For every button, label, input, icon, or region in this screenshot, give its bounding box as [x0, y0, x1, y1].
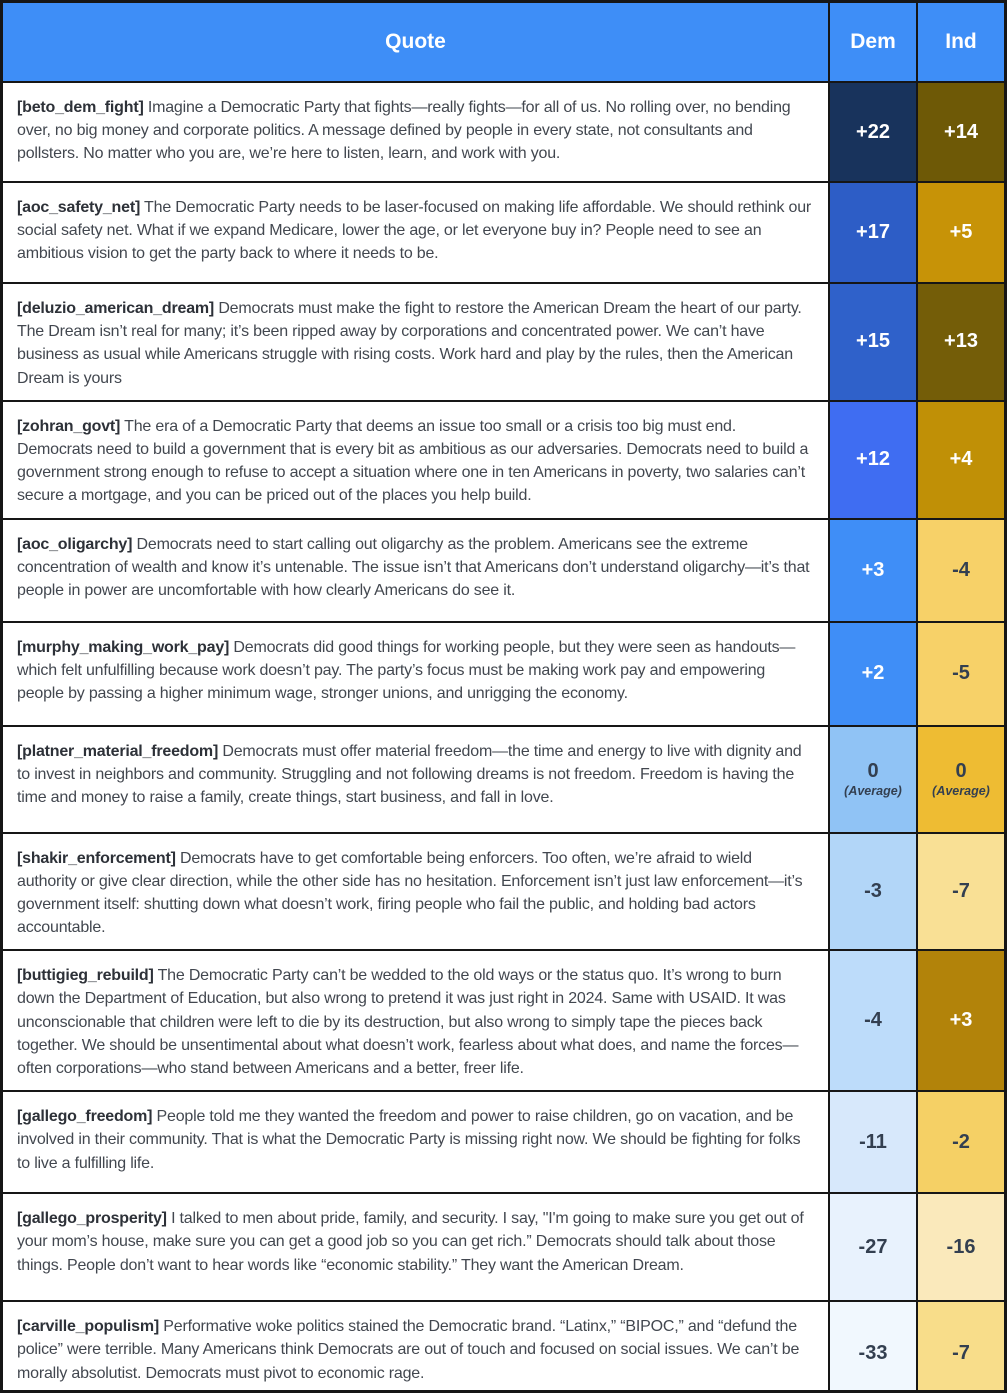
- quote-tag: [buttigieg_rebuild]: [17, 967, 154, 985]
- quote-tag: [shakir_enforcement]: [17, 849, 176, 867]
- ind-score-value: +13: [944, 330, 978, 353]
- quote-text: Performative woke politics stained the Democratic brand. “Latinx,” “BIPOC,” and “defund the police” were terrible. Many Americans think Democrats are out of touch and focused on social issues. We can’t be morally absolutist. Democrats must pivot to economic rage.: [17, 1318, 800, 1382]
- ind-score-value: -2: [952, 1130, 970, 1153]
- dem-score-value: -4: [864, 1009, 882, 1032]
- quote-text: The Democratic Party can’t be wedded to the old ways or the status quo. It’s wrong to burn down the Department of Education, but also wrong to pretend it was just right in 2024. Same with USAID. It was unconscionable that children were left to die by its destruction, but also wrong to simply tape the pieces back together. We should be unsentimental about what doesn’t work, fearless about what does, and name the forces—often corporations—who stand between Americans and a better, freer life.: [17, 967, 799, 1077]
- table-row-buttigieg-rebuild: [3, 949, 1004, 1090]
- quote-cell: [3, 951, 828, 1090]
- quote-tag: [gallego_freedom]: [17, 1108, 153, 1126]
- ind-score-value: 0: [955, 760, 967, 782]
- dem-score-value: -33: [858, 1342, 888, 1365]
- ind-average-label: (Average): [932, 784, 990, 798]
- ind-score-cell: [916, 834, 1004, 950]
- quote-cell: [3, 727, 828, 832]
- table-row-aoc-oligarchy: [3, 518, 1004, 621]
- ind-score-cell: [916, 284, 1004, 400]
- dem-score-cell: [828, 951, 916, 1090]
- quote-text: Democrats need to start calling out oligarchy as the problem. Americans see the extreme concentration of wealth and know it’s untenable. The issue isn’t that Americans don’t understand oligarchy—it’s that people in power are uncomfortable with how clearly Americans do see it.: [17, 535, 810, 599]
- dem-score-value: +2: [861, 662, 885, 684]
- dem-score-cell: [828, 83, 916, 181]
- quote-cell: [3, 284, 828, 400]
- header-ind: Ind: [916, 3, 1004, 81]
- ind-score-cell: [916, 1194, 1004, 1300]
- quote-cell: [3, 623, 828, 725]
- quote-text: The Democratic Party needs to be laser-focused on making life affordable. We should rethink our social safety net. What if we expand Medicare, lower the age, or let everyone buy in? People need to see an ambitious vision to get the party back to where it needs to be.: [17, 199, 812, 263]
- dem-score-value: 0: [867, 760, 879, 782]
- ind-score-cell: [916, 951, 1004, 1090]
- dem-score-value: -27: [858, 1235, 888, 1258]
- dem-average-label: (Average): [844, 784, 902, 798]
- quote-cell: [3, 520, 828, 621]
- table-row-gallego-prosperity: [3, 1192, 1004, 1300]
- dem-score-cell: [828, 1194, 916, 1300]
- table-row-aoc-safety-net: [3, 181, 1004, 282]
- dem-score-value: +15: [856, 330, 890, 353]
- quote-text: Democrats must offer material freedom—the time and energy to live with dignity and to invest in neighbors and community. Struggling and not following dreams is not freedom. Freedom is having the time and money to raise a family, create things, start business, and fall in love.: [17, 742, 802, 806]
- table-row-platner-material-freedom: [3, 725, 1004, 832]
- header-dem: Dem: [828, 3, 916, 81]
- table-row-shakir-enforcement: [3, 832, 1004, 950]
- ind-score-value: +3: [949, 1009, 973, 1032]
- quote-tag: [carville_populism]: [17, 1318, 160, 1336]
- quote-cell: [3, 834, 828, 950]
- quote-text: People told me they wanted the freedom and power to raise children, go on vacation, and be involved in their community. That is what the Democratic Party is missing right now. We should be fighting for folks to live a fulfilling life.: [17, 1108, 801, 1172]
- quote-tag: [gallego_prosperity]: [17, 1210, 167, 1228]
- quote-cell: [3, 402, 828, 518]
- dem-score-cell: [828, 284, 916, 400]
- ind-score-value: +5: [949, 221, 973, 243]
- quote-tag: [beto_dem_fight]: [17, 99, 144, 116]
- dem-score-cell: [828, 727, 916, 832]
- quote-text: Imagine a Democratic Party that fights—really fights—for all of us. No rolling over, no bending over, no big money and corporate politics. A message defined by people in every state, not consultants and pollsters. No matter who you are, we’re here to listen, learn, and work with you.: [17, 99, 791, 163]
- table-header-row: [3, 3, 1004, 81]
- ind-score-value: -5: [952, 662, 970, 684]
- quote-tag: [murphy_making_work_pay]: [17, 638, 230, 656]
- quote-cell: [3, 1194, 828, 1300]
- ind-score-cell: [916, 520, 1004, 621]
- dem-score-cell: [828, 1092, 916, 1192]
- dem-score-value: +3: [861, 558, 885, 581]
- ind-score-value: -7: [952, 879, 970, 902]
- ind-score-cell: [916, 623, 1004, 725]
- header-quote: Quote: [385, 30, 446, 53]
- quote-tag: [aoc_oligarchy]: [17, 535, 133, 553]
- ind-score-value: +4: [949, 448, 973, 471]
- quote-tag: [aoc_safety_net]: [17, 199, 141, 216]
- dem-score-value: -3: [864, 879, 882, 902]
- ind-score-value: +14: [944, 120, 978, 143]
- table-body: [3, 81, 1004, 1393]
- ind-score-cell: [916, 402, 1004, 518]
- ind-score-cell: [916, 1302, 1004, 1393]
- ind-score-cell: [916, 183, 1004, 282]
- table-row-deluzio-american-dream: [3, 282, 1004, 400]
- ind-score-cell: [916, 727, 1004, 832]
- quote-cell: [3, 1302, 828, 1393]
- ind-score-value: -7: [952, 1342, 970, 1365]
- dem-score-value: +17: [856, 221, 890, 243]
- quote-tag: [zohran_govt]: [17, 417, 121, 435]
- dem-score-cell: [828, 623, 916, 725]
- dem-score-cell: [828, 1302, 916, 1393]
- table-row-gallego-freedom: [3, 1090, 1004, 1192]
- quote-tag: [platner_material_freedom]: [17, 742, 219, 760]
- quote-tag: [deluzio_american_dream]: [17, 300, 215, 317]
- quote-cell: [3, 183, 828, 282]
- dem-score-cell: [828, 183, 916, 282]
- ind-score-value: -16: [946, 1235, 976, 1258]
- quote-text: Democrats have to get comfortable being enforcers. Too often, we’re afraid to wield authority or give clear direction, while the other side has no hesitation. Enforcement isn’t just law enforcement—it’s government itself: shutting down what doesn’t work, firing people who fail the public, and holding bad actors accountable.: [17, 849, 803, 937]
- table-row-beto-dem-fight: [3, 81, 1004, 181]
- quote-text: I talked to men about pride, family, and security. I say, "I'm going to make sure you get out of your mom’s house, make sure you can get a good job so you can get rich.” Democrats should talk about those things. People don’t want to hear words like “economic stability.” They want the American Dream.: [17, 1210, 804, 1274]
- dem-score-cell: [828, 834, 916, 950]
- quote-text: Democrats did good things for working people, but they were seen as handouts—which felt unfulfilling because work doesn’t pay. The party’s focus must be making work pay and empowering people by passing a higher minimum wage, stronger unions, and unrigging the economy.: [17, 638, 796, 702]
- dem-score-cell: [828, 402, 916, 518]
- table-row-carville-populism: [3, 1300, 1004, 1393]
- dem-score-cell: [828, 520, 916, 621]
- quote-text: Democrats must make the fight to restore the American Dream the heart of our party. The Dream isn’t real for many; it’s been ripped away by corporations and concentrated power. We can’t have business as usual while Americans struggle with rising costs. Work hard and play by the rules, then the American Dream is yours: [17, 300, 802, 387]
- ind-score-cell: [916, 83, 1004, 181]
- ind-score-cell: [916, 1092, 1004, 1192]
- dem-score-value: -11: [859, 1130, 887, 1153]
- quote-cell: [3, 83, 828, 181]
- dem-score-value: +22: [856, 120, 890, 143]
- table-row-murphy-making-work-pay: [3, 621, 1004, 725]
- table-row-zohran-govt: [3, 400, 1004, 518]
- quote-cell: [3, 1092, 828, 1192]
- quote-text: The era of a Democratic Party that deems an issue too small or a crisis too big must end. Democrats need to build a government that is every bit as ambitious as our adversaries. Democrats need to build a government strong enough to refuse to accept a situation where one in ten Americans in poverty, two salaries can’t secure a mortgage, and you can be priced out of the places you help build.: [17, 417, 809, 505]
- ind-score-value: -4: [952, 558, 970, 581]
- dem-score-value: +12: [856, 448, 890, 471]
